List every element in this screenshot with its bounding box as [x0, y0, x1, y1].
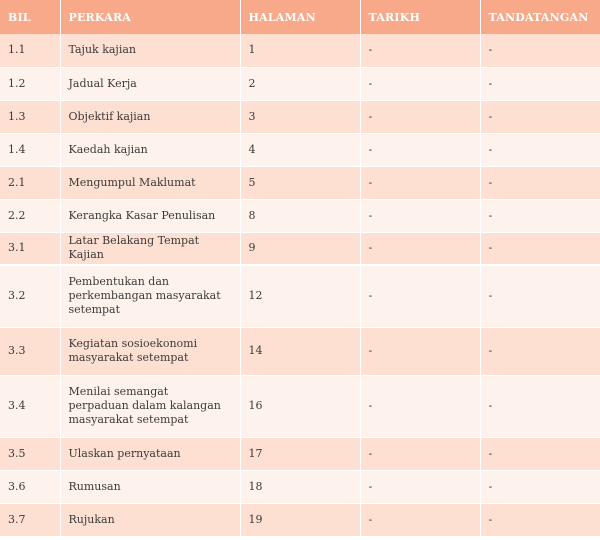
cell-halaman: 4: [240, 133, 360, 166]
cell-tarikh: -: [360, 34, 480, 67]
table-row: [0, 265, 600, 327]
cell-tandatangan: -: [480, 133, 600, 166]
table-row: [0, 375, 600, 437]
cell-halaman: 16: [240, 375, 360, 437]
table-row: [0, 199, 600, 232]
header-tarikh: TARIKH: [360, 0, 480, 34]
cell-bil: 3.7: [0, 503, 60, 536]
cell-tarikh: -: [360, 375, 480, 437]
cell-halaman: 2: [240, 67, 360, 100]
cell-perkara: Objektif kajian: [60, 100, 240, 133]
cell-bil: 3.3: [0, 327, 60, 375]
table-row: [0, 133, 600, 166]
cell-bil: 1.1: [0, 34, 60, 67]
header-row: [0, 0, 600, 34]
cell-bil: 3.1: [0, 232, 60, 265]
cell-bil: 2.2: [0, 199, 60, 232]
cell-tandatangan: -: [480, 503, 600, 536]
cell-tandatangan: -: [480, 375, 600, 437]
table-row: [0, 437, 600, 470]
cell-tarikh: -: [360, 100, 480, 133]
cell-tandatangan: -: [480, 199, 600, 232]
cell-perkara: Tajuk kajian: [60, 34, 240, 67]
cell-tandatangan: -: [480, 265, 600, 327]
cell-perkara: Rujukan: [60, 503, 240, 536]
cell-perkara: Ulaskan pernyataan: [60, 437, 240, 470]
cell-halaman: 5: [240, 166, 360, 199]
cell-perkara: Kegiatan sosioekonomi masyarakat setempat: [60, 327, 240, 375]
cell-tarikh: -: [360, 199, 480, 232]
cell-halaman: 9: [240, 232, 360, 265]
table-row: [0, 232, 600, 265]
cell-tarikh: -: [360, 265, 480, 327]
cell-tarikh: -: [360, 133, 480, 166]
cell-perkara: Rumusan: [60, 470, 240, 503]
header-bil: BIL: [0, 0, 60, 34]
cell-perkara: Mengumpul Maklumat: [60, 166, 240, 199]
cell-tarikh: -: [360, 232, 480, 265]
cell-bil: 1.4: [0, 133, 60, 166]
cell-perkara: Menilai semangat perpaduan dalam kalangan masyarakat setempat: [60, 375, 240, 437]
cell-halaman: 8: [240, 199, 360, 232]
table-row: [0, 470, 600, 503]
cell-bil: 3.6: [0, 470, 60, 503]
cell-bil: 1.3: [0, 100, 60, 133]
table-row: [0, 327, 600, 375]
cell-bil: 2.1: [0, 166, 60, 199]
table-body: [0, 34, 600, 536]
cell-tarikh: -: [360, 166, 480, 199]
cell-tarikh: -: [360, 470, 480, 503]
cell-halaman: 1: [240, 34, 360, 67]
cell-tarikh: -: [360, 67, 480, 100]
header-tandatangan: TANDATANGAN: [488, 10, 589, 24]
cell-tarikh: -: [360, 437, 480, 470]
cell-bil: 1.2: [0, 67, 60, 100]
cell-tandatangan: -: [480, 100, 600, 133]
cell-halaman: 19: [240, 503, 360, 536]
cell-bil: 3.4: [0, 375, 60, 437]
cell-perkara: Kaedah kajian: [60, 133, 240, 166]
cell-perkara: Jadual Kerja: [60, 67, 240, 100]
cell-bil: 3.2: [0, 265, 60, 327]
cell-perkara: Kerangka Kasar Penulisan: [60, 199, 240, 232]
cell-halaman: 3: [240, 100, 360, 133]
table-row: [0, 503, 600, 536]
cell-tandatangan: -: [480, 437, 600, 470]
cell-halaman: 14: [240, 327, 360, 375]
cell-tarikh: -: [360, 503, 480, 536]
cell-tandatangan: -: [480, 34, 600, 67]
header-perkara: PERKARA: [60, 0, 240, 34]
cell-halaman: 18: [240, 470, 360, 503]
cell-perkara: Latar Belakang Tempat Kajian: [60, 232, 240, 265]
table-header: [0, 0, 600, 34]
table-row: [0, 166, 600, 199]
cell-perkara: Pembentukan dan perkembangan masyarakat setempat: [60, 265, 240, 327]
cell-halaman: 17: [240, 437, 360, 470]
cell-bil: 3.5: [0, 437, 60, 470]
cell-tandatangan: -: [480, 67, 600, 100]
header-halaman: HALAMAN: [240, 0, 360, 34]
cell-halaman: 12: [240, 265, 360, 327]
cell-tandatangan: -: [480, 470, 600, 503]
table-row: [0, 34, 600, 67]
cell-tandatangan: -: [480, 327, 600, 375]
cell-tandatangan: -: [480, 166, 600, 199]
table-row: [0, 100, 600, 133]
cell-tandatangan: -: [480, 232, 600, 265]
table-row: [0, 67, 600, 100]
cell-tarikh: -: [360, 327, 480, 375]
